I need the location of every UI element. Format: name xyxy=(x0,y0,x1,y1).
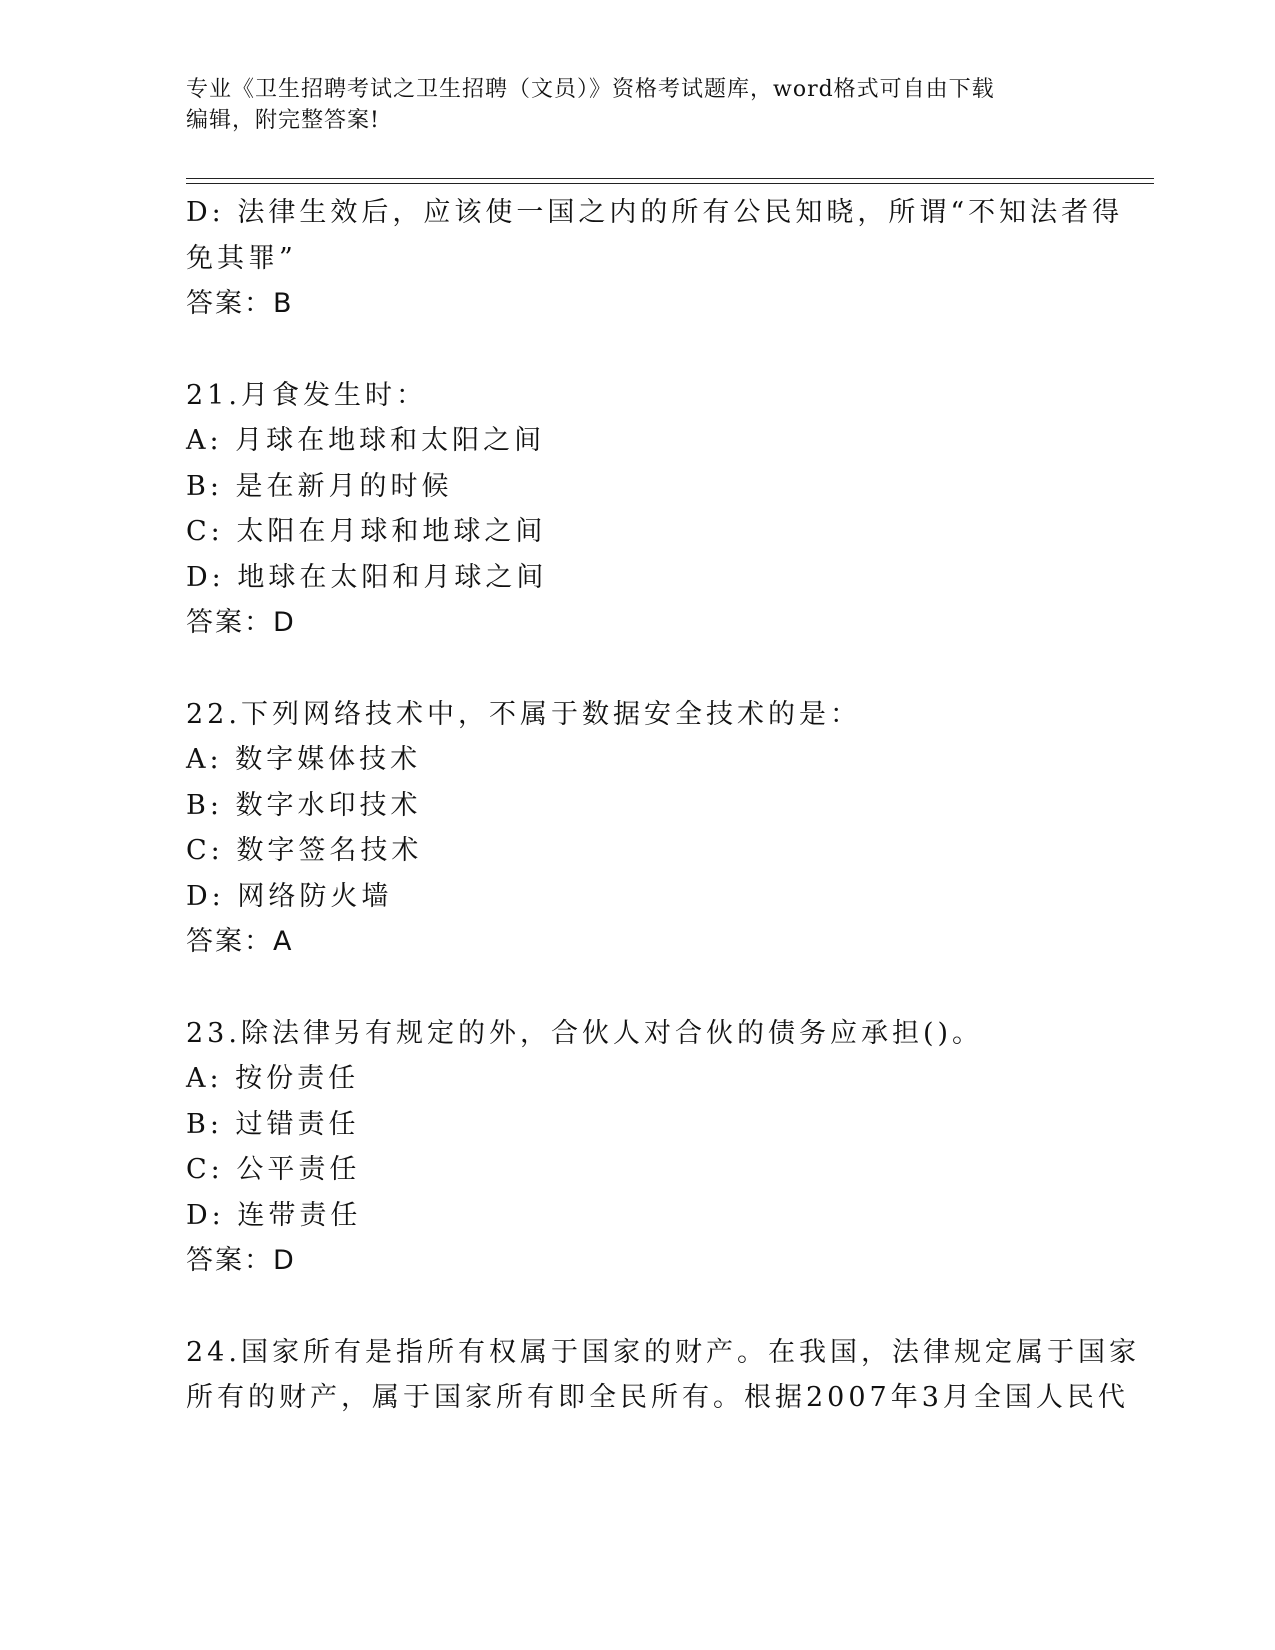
spacer xyxy=(186,965,1086,1011)
option-d: D: 法律生效后，应该使一国之内的所有公民知晓，所谓“不知法者得 xyxy=(186,197,1124,228)
option-d: D: 连带责任 xyxy=(186,1199,362,1231)
header-divider xyxy=(186,178,1154,184)
option-d: D: 地球在太阳和月球之间 xyxy=(186,561,548,593)
answer: 答案：B xyxy=(186,288,294,319)
answer: 答案：A xyxy=(186,926,294,957)
option-c: C: 数字签名技术 xyxy=(186,835,423,866)
answer: 答案：D xyxy=(186,607,296,638)
option-c: C: 公平责任 xyxy=(186,1154,361,1185)
option-a: A: 按份责任 xyxy=(186,1063,360,1094)
question-24 xyxy=(186,1330,1140,1421)
option-d-continued: 免其罪” xyxy=(186,242,297,274)
option-b: B: 数字水印技术 xyxy=(186,789,422,821)
carryover-question xyxy=(186,190,1124,327)
option-b: B: 过错责任 xyxy=(186,1108,360,1140)
spacer xyxy=(186,327,1086,373)
question-23 xyxy=(186,1011,1086,1284)
option-a: A: 月球在地球和太阳之间 xyxy=(186,425,546,456)
spacer xyxy=(186,1284,1086,1330)
question-stem: 21.月食发生时： xyxy=(186,379,427,411)
question-stem-continued: 所有的财产，属于国家所有即全民所有。根据2007年3月全国人民代 xyxy=(186,1382,1129,1413)
header-line-2: 编辑，附完整答案! xyxy=(186,108,380,133)
question-22 xyxy=(186,692,1086,965)
answer: 答案：D xyxy=(186,1245,296,1276)
page-header xyxy=(186,74,1076,136)
option-b: B: 是在新月的时候 xyxy=(186,470,453,502)
question-stem: 24.国家所有是指所有权属于国家的财产。在我国，法律规定属于国家 xyxy=(186,1336,1140,1368)
option-a: A: 数字媒体技术 xyxy=(186,744,422,775)
header-line-1: 专业《卫生招聘考试之卫生招聘（文员）》资格考试题库，word格式可自由下载 xyxy=(186,77,995,102)
question-21 xyxy=(186,373,1086,646)
spacer xyxy=(186,646,1086,692)
question-stem: 22.下列网络技术中，不属于数据安全技术的是： xyxy=(186,698,861,730)
question-stem: 23.除法律另有规定的外，合伙人对合伙的债务应承担()。 xyxy=(186,1017,984,1049)
option-d: D: 网络防火墙 xyxy=(186,880,393,912)
option-c: C: 太阳在月球和地球之间 xyxy=(186,516,547,547)
document-body xyxy=(186,190,1140,1421)
